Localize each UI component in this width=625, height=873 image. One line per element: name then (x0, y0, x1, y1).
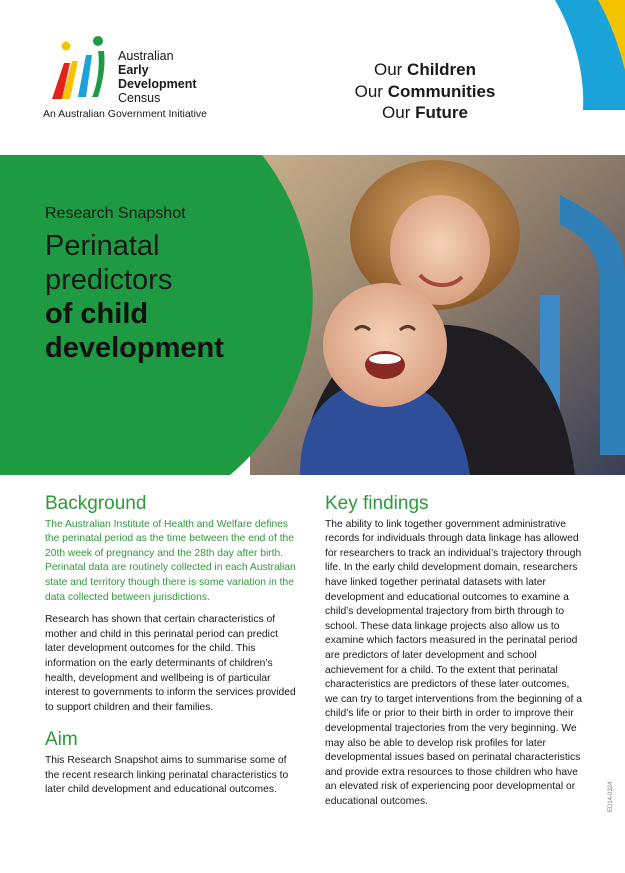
logo-line-3: Development (118, 77, 197, 91)
aedc-logo (40, 33, 240, 123)
title-line-2: predictors (45, 264, 173, 296)
logo-subtitle: An Australian Government Initiative (43, 108, 208, 120)
baby-teeth (369, 354, 401, 364)
tagline-line-3 (340, 102, 510, 124)
aim-heading: Aim (45, 729, 78, 751)
logo-line-4: Census (118, 91, 161, 105)
logo-line-1: Australian (118, 49, 174, 63)
tagline-prefix: Our (354, 81, 388, 101)
document-code: ED14-0324 (608, 781, 614, 812)
tagline-prefix: Our (382, 103, 416, 122)
key-findings-body: The ability to link together government administrative records for individuals through data linkage has allowed for researchers to track an individual’s trajectory through life. In the early child development domain, researchers have linked together perinatal datasets with later development and educational outcomes to examine a child’s developmental trajectory from birth through to school. These data linkage projects also allow us to examine which factors measured in the perinatal period are predictors of later development and school achievement for a child. To the extent that perinatal characteristics are predictors of these later outcomes, we can try to target interventions from the beginning of a child’s life or prior to their birth in order to improve their developmental trajectories from the very beginning. We may also be able to develop risk profiles for later developmental issues based on perinatal characteristics and provide extra resources to those children who have an elevated risk of experiencing poor developmental or educational outcomes. (325, 518, 582, 807)
background-intro: The Australian Institute of Health and Welfare defines the perinatal period as the time between the end of the 20th week of pregnancy and the 28th day after birth. Perinatal data are routinely collected in each Australian state and territory though there is some variation in the data collected between jurisdictions. (45, 518, 296, 603)
hero-section (0, 155, 625, 475)
background-heading: Background (45, 493, 147, 514)
hero-text (45, 205, 285, 365)
title-line-3: of child (45, 298, 149, 330)
key-findings-heading: Key findings (325, 493, 429, 514)
research-snapshot-label: Research Snapshot (45, 205, 186, 222)
logo-line-2: Early (118, 63, 149, 77)
left-column (45, 493, 300, 806)
title-line-4: development (45, 332, 224, 364)
background-body: Research has shown that certain characteristics of mother and child in this perinatal period can predict later development outcomes for the child. This information on the early determinants of children’s health, development and wellbeing is of particular interest to governments to inform the services provided to support children and their families. (45, 614, 296, 713)
tagline-line-1 (340, 59, 510, 81)
aedc-logo-icon (40, 33, 112, 105)
title-line-1: Perinatal (45, 230, 160, 262)
tagline-word: Future (415, 103, 468, 122)
right-column (325, 493, 583, 817)
aedc-logo-text (118, 49, 197, 105)
tagline-word: Children (407, 60, 476, 79)
aim-body: This Research Snapshot aims to summarise some of the recent research linking perinatal characteristics to later child development and educational outcomes. (45, 754, 289, 796)
baby-head (323, 283, 447, 407)
tagline-word: Communities (387, 81, 496, 101)
tagline (340, 59, 510, 124)
tagline-line-2 (340, 81, 510, 103)
tagline-prefix: Our (373, 60, 408, 79)
